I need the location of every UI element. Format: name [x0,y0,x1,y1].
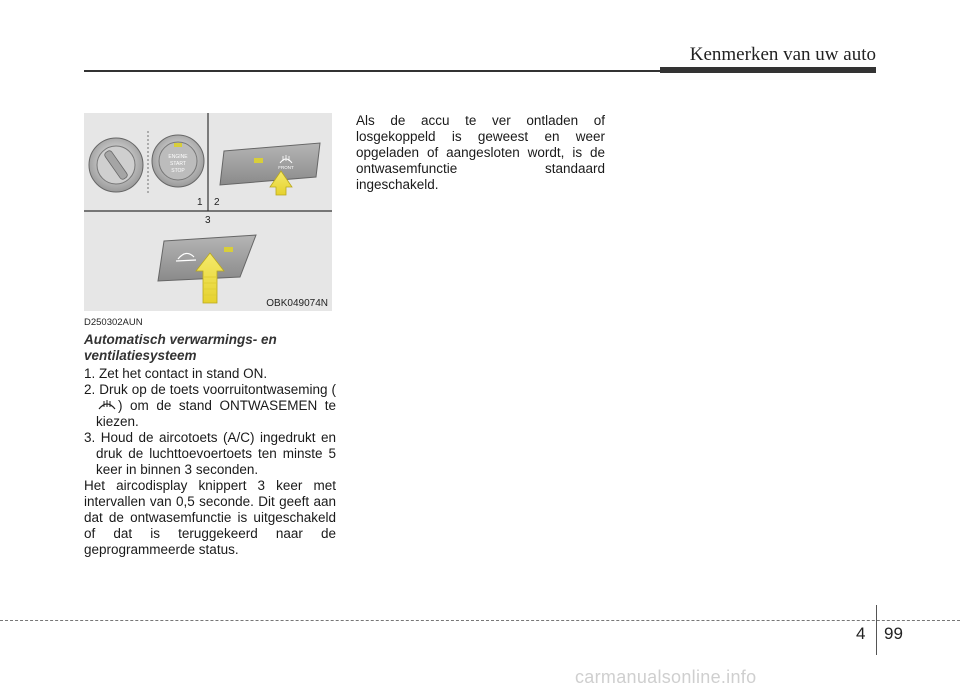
header-title: Kenmerken van uw auto [689,44,876,65]
chapter-number: 4 [856,624,866,643]
right-column [356,113,605,193]
section-code: D250302AUN [84,317,143,328]
header-rule [84,70,876,72]
engine-start-stop-icon [152,135,204,187]
page-number: 99 [884,624,903,643]
body-paragraph: Als de accu te ver ontladen of losgekoppeld is geweest en weer opgeladen of aangesloten wordt, is de ontwasemfunctie standaard ingeschakeld. [356,113,605,192]
front-defrost-icon [96,398,118,412]
ignition-key-icon [89,138,143,192]
step-item: 2. Druk op de toets voorruitontwaseming () om de stand ONTWASEMEN te kiezen. [84,382,336,429]
watermark: carmanualsonline.info [575,667,757,687]
footer-divider [876,605,877,655]
step-item: 1. Zet het contact in stand ON. [84,366,268,381]
figure-illustration [84,113,332,311]
figure-code: OBK049074N [266,298,328,309]
svg-text:START: START [170,161,186,167]
svg-text:STOP: STOP [171,168,185,174]
step-item: 3. Houd de aircotoets (A/C) ingedrukt en druk de luchttoevoertoets ten minste 5 keer in binnen 3 seconden. [84,430,336,477]
body-paragraph: Het aircodisplay knippert 3 keer met intervallen van 0,5 seconde. Dit geeft aan dat de ontwasemfunctie is uitgeschakeld of dat is teruggekeerd naar de geprogrammeerde status. [84,478,336,557]
callout-2: 2 [214,197,220,208]
section-title: Automatisch verwarmings- en ventilatiesysteem [84,332,277,363]
svg-text:ENGINE: ENGINE [168,154,188,160]
callout-1: 1 [197,197,203,208]
callout-3: 3 [205,215,211,226]
left-column [84,366,336,558]
footer-rule [0,620,960,621]
svg-text:FRONT: FRONT [278,165,294,170]
controls-illustration [84,113,332,311]
